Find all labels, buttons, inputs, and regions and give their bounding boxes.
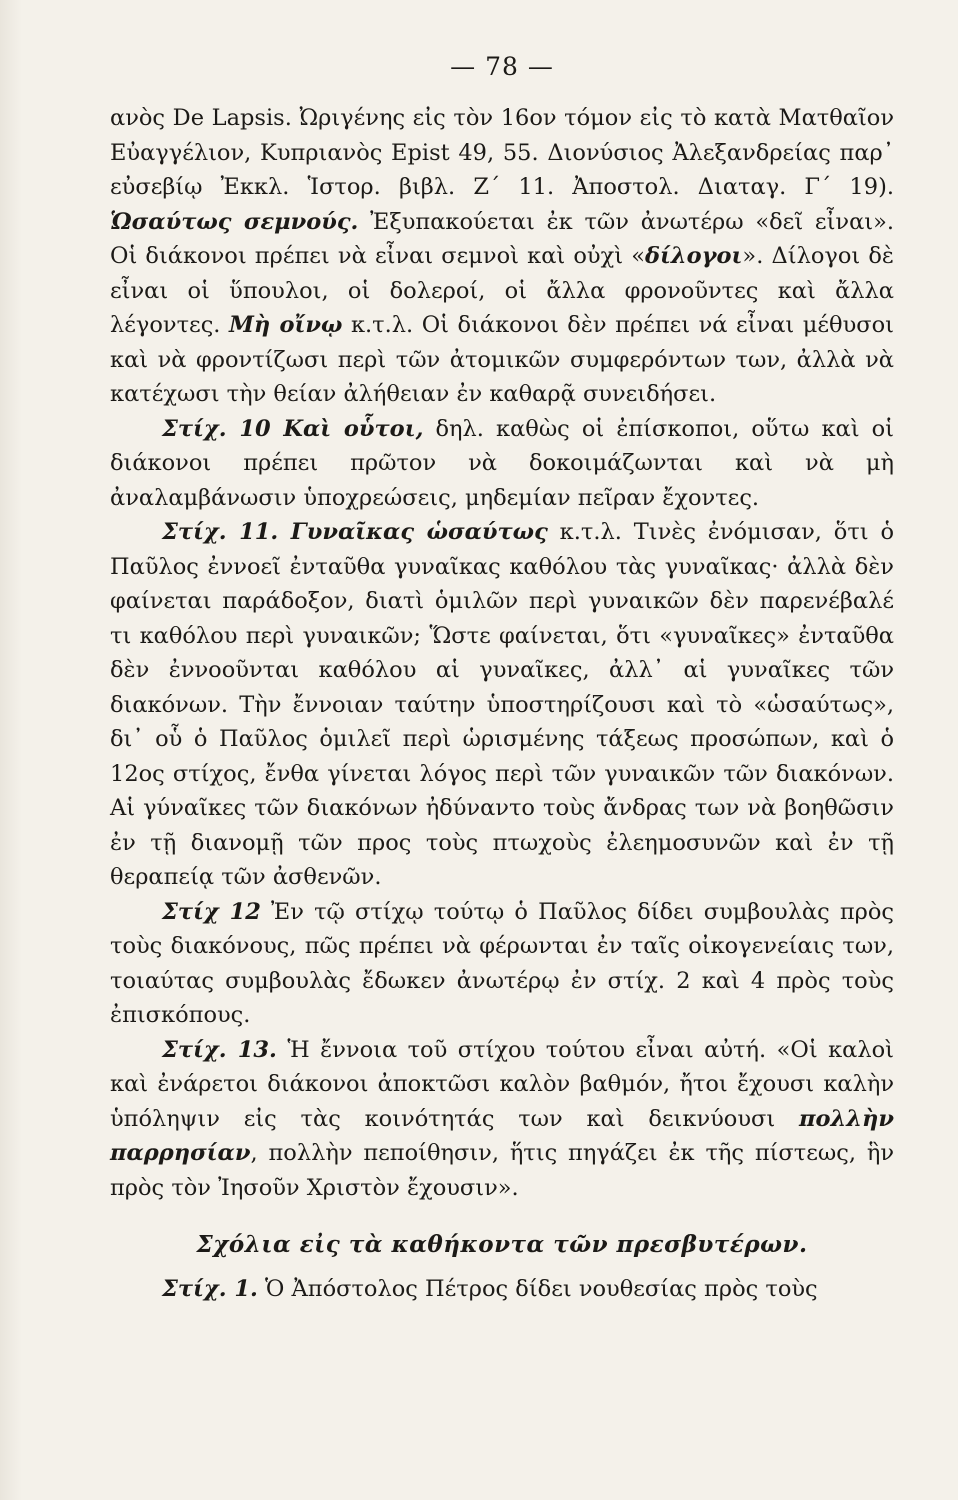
verse-label: Στίχ. 1. <box>162 1276 258 1302</box>
paragraph-p2 <box>110 412 894 516</box>
paragraph-p1 <box>110 101 894 412</box>
paragraph-p3 <box>110 515 894 895</box>
verse-label: Στίχ. 13. <box>162 1036 277 1063</box>
emphasized-phrase: δίλογοι <box>644 243 743 269</box>
paragraph-p4 <box>110 895 894 1033</box>
emphasized-phrase: Μὴ οἴνῳ <box>229 312 343 338</box>
paragraph-p5 <box>110 1033 894 1206</box>
body-text <box>110 101 894 1205</box>
paragraph-text: Ἡ ἔννοια τοῦ στίχου τούτου εἶναι αὐτή. «Οἱ καλοὶ καὶ ἐνάρετοι διάκονοι ἀποκτῶσι καλὸν βαθμόν, ἤτοι ἔχουσι καλὴν ὑπόληψιν εἰς τὰς κοινότητάς των καὶ δεικνύουσι <box>110 1036 895 1132</box>
paragraph-text: ανὸς De Lapsis. Ὠριγένης εἰς τὸν 16ον τόμον εἰς τὸ κατὰ Ματθαῖον Εὐαγγέλιον, Κυπριανὸς Epist 49, 55. Διονύσιος Ἀλεξανδρείας παρ᾽ εὐσεβίῳ Ἐκκλ. Ἱστορ. βιβλ. Ζ΄ 11. Ἀποστολ. Διαταγ. Γ΄ 19). <box>110 105 894 200</box>
section-heading: Σχόλια εἰς τὰ καθήκοντα τῶν πρεσβυτέρων. <box>196 1231 808 1258</box>
verse-label: Στίχ. 11. Γυναῖκας ὡσαύτως <box>162 519 548 545</box>
paragraph-text: Ὁ Ἀπόστολος Πέτρος δίδει νουθεσίας πρὸς τοὺς <box>257 1276 818 1302</box>
final-paragraph <box>110 1272 894 1307</box>
verse-label: Στίχ. 10 Καὶ οὗτοι, <box>162 415 424 442</box>
paragraph-text: Ἐν τῷ στίχῳ τούτῳ ὁ Παῦλος δίδει συμβουλὰς πρὸς τοὺς διακόνους, πῶς πρέπει νὰ φέρωνται ἐν ταῖς οἰκογενείαις των, τοιαύτας συμβουλὰς ἔδωκεν ἀνωτέρῳ ἐν στίχ. 2 καὶ 4 πρὸς τοὺς ἐπισκόπους. <box>110 898 894 1028</box>
paragraph-text: ». Δίλογοι δὲ εἶναι οἱ ὕπουλοι, οἱ δολεροί, οἱ ἄλλα φρονοῦντες καὶ ἄλλα λέγοντες. <box>110 243 894 338</box>
emphasized-phrase: Ὡσαύτως σεμνούς. <box>110 208 359 235</box>
paragraph-text: , πολλὴν πεποίθησιν, ἥτις πηγάζει ἐκ τῆς πίστεως, ἣν πρὸς τὸν Ἰησοῦν Χριστὸν ἔχουσιν». <box>110 1140 894 1201</box>
paragraph-text: Ἐξυπακούεται ἐκ τῶν ἀνωτέρω «δεῖ εἶναι». Οἱ διάκονοι πρέπει νὰ εἶναι σεμνοὶ καὶ οὐχὶ « <box>110 208 895 269</box>
paragraph-text: κ.τ.λ. Οἱ διάκονοι δὲν πρέπει νά εἶναι μέθυσοι καὶ νὰ φροντίζωσι περὶ τῶν ἀτομικῶν συμφερόντων των, ἀλλὰ νὰ κατέχωσι τὴν θείαν ἀλήθειαν ἐν καθαρᾷ συνειδήσει. <box>110 312 894 407</box>
page-number: — 78 — <box>450 52 554 81</box>
page-edge-shadow <box>0 0 22 1500</box>
emphasized-phrase: πολλὴν παρρησίαν <box>110 1105 894 1166</box>
paragraph-text: κ.τ.λ. Τινὲς ἐνόμισαν, ὅτι ὁ Παῦλος ἐννοεῖ ἐνταῦθα γυναῖκας καθόλου τὰς γυναῖκας· ἀλλὰ δὲν φαίνεται παράδοξον, διατὶ ὁμιλῶν περὶ γυναικῶν δὲν παρενέβαλέ τι καθόλου περὶ γυναικῶν; Ὥστε φαίνεται, ὅτι «γυναῖκες» ἐνταῦθα δὲν ἐννοοῦνται καθόλου αἱ γυναῖκες, ἀλλ᾽ αἱ γυναῖκες τῶν διακόνων. Τὴν ἔννοιαν ταύτην ὑποστηρίζουσι καὶ τὸ «ὡσαύτως», δι᾽ οὗ ὁ Παῦλος ὁμιλεῖ περὶ ὡρισμένης τάξεως προσώπων, καὶ ὁ 12ος στίχος, ἔνθα γίνεται λόγος περὶ τῶν γυναικῶν τῶν διακόνων. Αἱ γύναῖκες τῶν διακόνων ἠδύναντο τοὺς ἄνδρας των νὰ βοηθῶσιν ἐν τῇ διανομῇ τῶν προς τοὺς πτωχοὺς ἐλεημοσυνῶν καὶ ἐν τῇ θεραπείᾳ τῶν ἀσθενῶν. <box>110 519 894 890</box>
verse-label: Στίχ 12 <box>162 898 261 925</box>
paragraph-text: δηλ. καθὼς οἱ ἐπίσκοποι, οὕτω καὶ οἱ διάκονοι πρέπει πρῶτον νὰ δοκοιμάζωνται καὶ νὰ μὴ ἀναλαμβάνωσιν ὑποχρεώσεις, μηδεμίαν πεῖραν ἔχοντες. <box>110 415 894 511</box>
